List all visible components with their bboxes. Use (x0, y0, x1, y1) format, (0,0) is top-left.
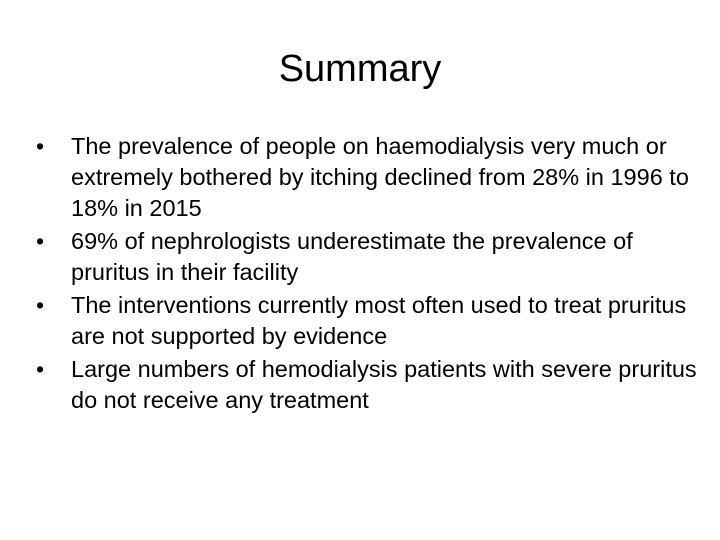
bullet-item (36, 354, 708, 416)
bullet-item (36, 290, 708, 352)
bullet-icon: • (36, 228, 45, 254)
bullet-item (36, 131, 708, 224)
bullet-icon: • (36, 292, 45, 318)
bullet-text: Large numbers of hemodialysis patients with severe pruritus do not receive any treatment (71, 356, 697, 413)
slide-title: Summary (278, 48, 442, 90)
bullet-text: The prevalence of people on haemodialysis very much or extremely bothered by itching declined from 28% in 1996 to 18% in 2015 (71, 133, 689, 221)
bullet-list (36, 131, 708, 418)
bullet-item (36, 226, 708, 288)
bullet-text: 69% of nephrologists underestimate the prevalence of pruritus in their facility (71, 228, 633, 285)
bullet-text: The interventions currently most often used to treat pruritus are not supported by evidence (71, 292, 687, 349)
bullet-icon: • (36, 133, 45, 159)
bullet-icon: • (36, 356, 45, 382)
